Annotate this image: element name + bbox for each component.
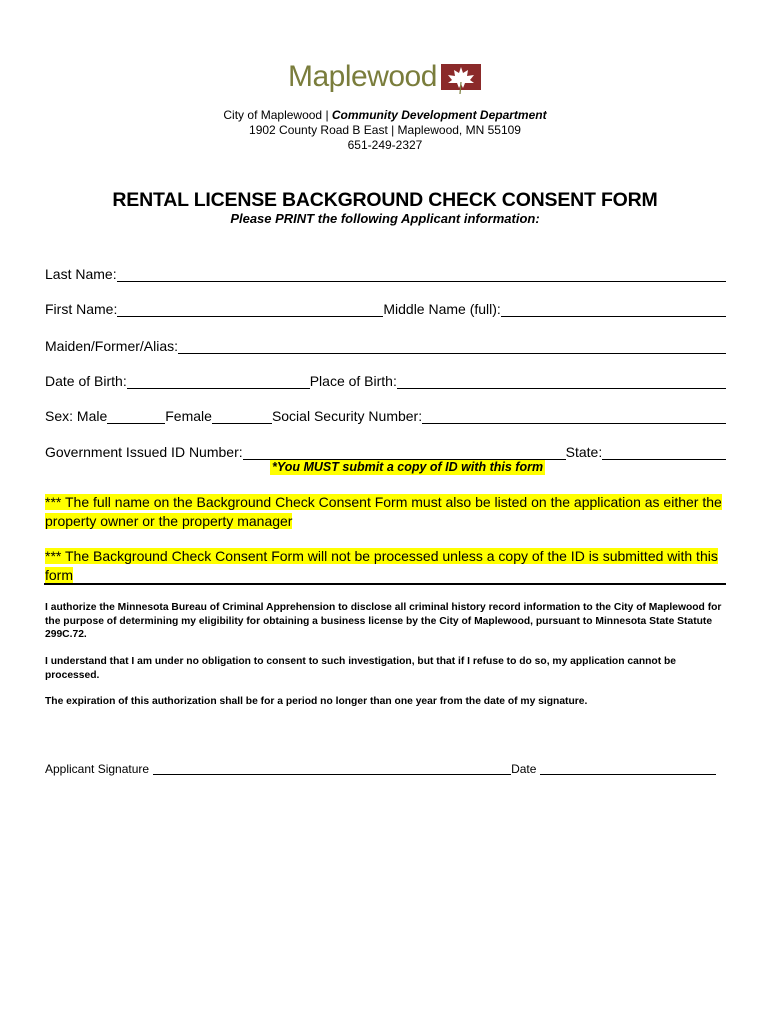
middle-name-field[interactable] (501, 301, 726, 317)
maiden-label: Maiden/Former/Alias: (45, 338, 179, 354)
city-name: City of Maplewood | (223, 108, 332, 122)
department-name: Community Development Department (331, 108, 547, 122)
header-phone: 651-249-2327 (347, 138, 423, 152)
sex-male-field[interactable] (107, 408, 165, 424)
full-name-notice (45, 493, 725, 531)
id-copy-notice-text: *** The Background Check Consent Form will not be processed unless a copy of the ID is submitted with this form (45, 548, 718, 583)
state-label: State: (565, 444, 603, 460)
id-copy-notice (45, 547, 725, 585)
maple-leaf-icon (441, 64, 481, 94)
expiration-paragraph: The expiration of this authorization shall be for a period no longer than one year from the date of my signature. (45, 696, 588, 707)
pob-field[interactable] (397, 373, 726, 389)
logo-text: Maplewood (288, 60, 437, 93)
header-address: 1902 County Road B East | Maplewood, MN 55109 (249, 123, 521, 137)
middle-name-label: Middle Name (full): (383, 301, 501, 317)
section-divider (44, 583, 726, 585)
last-name-label: Last Name: (45, 266, 117, 282)
dob-label: Date of Birth: (45, 373, 127, 389)
last-name-field[interactable] (117, 266, 726, 282)
first-name-label: First Name: (45, 301, 118, 317)
ssn-label: Social Security Number: (271, 408, 423, 424)
state-field[interactable] (602, 444, 726, 460)
gov-id-field[interactable] (243, 444, 566, 460)
dob-field[interactable] (127, 373, 310, 389)
first-middle-row (45, 297, 726, 317)
maiden-field[interactable] (178, 338, 726, 354)
date-field[interactable] (540, 762, 716, 775)
form-subtitle: Please PRINT the following Applicant information: (230, 211, 540, 226)
full-name-notice-text: *** The full name on the Background Check Consent Form must also be listed on the application as either the property owner or the property manager (45, 494, 722, 529)
authorization-paragraph: I authorize the Minnesota Bureau of Criminal Apprehension to disclose all criminal history record information to the City of Maplewood for the purpose of determining my eligibility for obtaining a business license by the City of Maplewood, pursuant to Minnesota State Statute 299C.72. (45, 602, 722, 640)
gov-id-row (45, 440, 726, 460)
obligation-paragraph: I understand that I am under no obligation to consent to such investigation, but that if I refuse to do so, my application cannot be processed. (45, 656, 677, 681)
ssn-field[interactable] (422, 408, 726, 424)
last-name-row (45, 262, 726, 282)
applicant-signature-field[interactable] (153, 762, 511, 775)
form-title: RENTAL LICENSE BACKGROUND CHECK CONSENT FORM (112, 189, 658, 211)
id-required-note: *You MUST submit a copy of ID with this form (272, 460, 544, 474)
maplewood-logo (288, 60, 481, 100)
sex-female-label: Female (165, 408, 212, 424)
header-line-1 (0, 108, 770, 122)
pob-label: Place of Birth: (309, 373, 397, 389)
date-label: Date (511, 762, 537, 776)
sex-male-label: Sex: Male (45, 408, 108, 424)
applicant-signature-label: Applicant Signature (45, 762, 150, 776)
gov-id-label: Government Issued ID Number: (45, 444, 243, 460)
sex-ssn-row (45, 404, 726, 424)
sex-female-field[interactable] (212, 408, 272, 424)
maiden-row (45, 334, 726, 354)
first-name-field[interactable] (117, 301, 383, 317)
signature-row (45, 762, 716, 776)
birth-row (45, 369, 726, 389)
